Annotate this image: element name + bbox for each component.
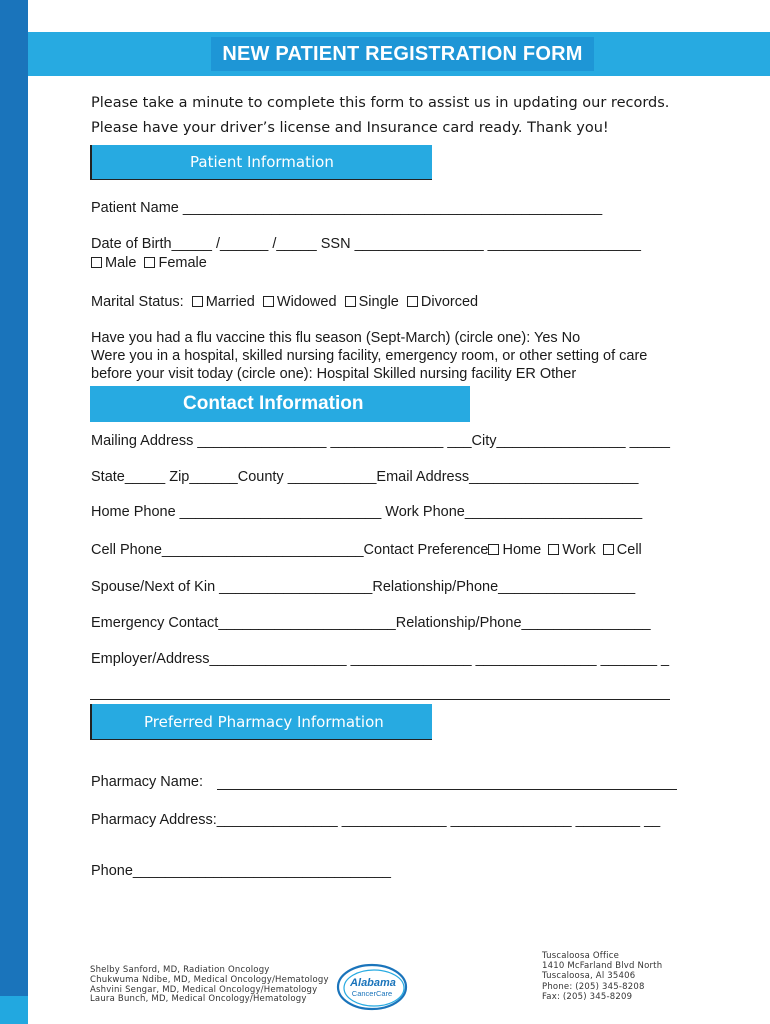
office-city: Tuscaloosa, Al 35406 bbox=[542, 971, 636, 982]
dob-ssn-field[interactable]: Date of Birth_____ /______ /_____ SSN ________________ ___________________ bbox=[91, 236, 641, 252]
marital-label: Marital Status: bbox=[91, 294, 184, 310]
left-side-bar bbox=[0, 0, 28, 1024]
section-pharmacy-information bbox=[90, 704, 432, 740]
patient-name-field[interactable]: Patient Name ____________________________________________________ bbox=[91, 200, 603, 216]
physician-list bbox=[90, 966, 329, 1005]
side-bar-accent bbox=[0, 996, 28, 1024]
section-title: Patient Information bbox=[190, 153, 334, 171]
widowed-checkbox[interactable] bbox=[263, 296, 274, 307]
office-name: Tuscaloosa Office bbox=[542, 951, 620, 961]
divorced-label: Divorced bbox=[420, 294, 479, 310]
office-address bbox=[542, 951, 662, 1002]
physician-4: Laura Bunch, MD, Medical Oncology/Hematology bbox=[90, 994, 307, 1005]
physician-2: Chukwuma Ndibe, MD, Medical Oncology/Hematology bbox=[90, 974, 329, 985]
work-checkbox[interactable] bbox=[548, 544, 559, 555]
cell-contact-preference bbox=[91, 542, 642, 558]
work-label: Work bbox=[562, 542, 596, 558]
section-title: Preferred Pharmacy Information bbox=[144, 712, 384, 731]
state-zip-county-email-field[interactable]: State_____ Zip______County ___________Email Address_____________________ bbox=[91, 469, 639, 485]
form-title: NEW PATIENT REGISTRATION FORM bbox=[211, 37, 594, 71]
male-checkbox[interactable] bbox=[91, 257, 102, 268]
office-street: 1410 McFarland Blvd North bbox=[542, 961, 663, 972]
married-checkbox[interactable] bbox=[192, 296, 203, 307]
cell-phone-field[interactable]: Cell Phone_________________________Contact Preference bbox=[91, 542, 489, 558]
home-work-phone-field[interactable]: Home Phone _________________________ Work Phone______________________ bbox=[91, 504, 643, 520]
pharmacy-name-line[interactable] bbox=[217, 789, 677, 790]
single-label: Single bbox=[358, 294, 399, 310]
sex-options bbox=[91, 255, 207, 271]
physician-1: Shelby Sanford, MD, Radiation Oncology bbox=[90, 965, 270, 975]
flu-vaccine-question[interactable]: Have you had a flu vaccine this flu season (Sept-March) (circle one): Yes No bbox=[91, 330, 581, 346]
employer-address-line-2[interactable] bbox=[90, 699, 670, 700]
physician-3: Ashvini Sengar, MD, Medical Oncology/Hematology bbox=[90, 984, 318, 995]
widowed-label: Widowed bbox=[276, 294, 337, 310]
hospital-question-line-1: Were you in a hospital, skilled nursing facility, emergency room, or other setting of care bbox=[91, 348, 648, 364]
employer-address-field[interactable]: Employer/Address_________________ _______________ _______________ _______ _ bbox=[91, 651, 670, 667]
logo-text-2: CancerCare bbox=[351, 989, 393, 998]
divorced-checkbox[interactable] bbox=[407, 296, 418, 307]
office-fax: Fax: (205) 345-8209 bbox=[542, 991, 633, 1002]
mailing-city-field[interactable]: Mailing Address ________________ ______________ ___City________________ _____ bbox=[91, 433, 670, 449]
single-checkbox[interactable] bbox=[345, 296, 356, 307]
pharmacy-phone-field[interactable]: Phone________________________________ bbox=[91, 863, 391, 879]
home-checkbox[interactable] bbox=[488, 544, 499, 555]
emergency-contact-field[interactable]: Emergency Contact______________________Relationship/Phone________________ bbox=[91, 615, 651, 631]
logo-text-1: Alabama bbox=[350, 977, 396, 989]
intro-line-1: Please take a minute to complete this form to assist us in updating our records. bbox=[91, 95, 670, 111]
office-phone: Phone: (205) 345-8208 bbox=[542, 981, 645, 992]
marital-status bbox=[91, 294, 478, 310]
intro-line-2: Please have your driver’s license and Insurance card ready. Thank you! bbox=[91, 120, 609, 136]
spouse-next-of-kin-field[interactable]: Spouse/Next of Kin ___________________Relationship/Phone_________________ bbox=[91, 579, 636, 595]
married-label: Married bbox=[205, 294, 255, 310]
female-checkbox[interactable] bbox=[144, 257, 155, 268]
pharmacy-address-field[interactable]: Pharmacy Address:_______________ _____________ _______________ ________ __ bbox=[91, 812, 661, 828]
cell-label: Cell bbox=[616, 542, 642, 558]
pharmacy-name-label: Pharmacy Name: bbox=[91, 774, 204, 790]
home-label: Home bbox=[502, 542, 542, 558]
section-title: Contact Information bbox=[183, 393, 364, 414]
female-label: Female bbox=[158, 255, 207, 271]
section-patient-information bbox=[90, 145, 432, 180]
hospital-question-line-2[interactable]: before your visit today (circle one): Hospital Skilled nursing facility ER Other bbox=[91, 366, 577, 382]
cell-checkbox[interactable] bbox=[603, 544, 614, 555]
alabama-cancercare-logo bbox=[336, 962, 408, 1012]
male-label: Male bbox=[105, 255, 137, 271]
section-contact-information bbox=[90, 386, 470, 422]
